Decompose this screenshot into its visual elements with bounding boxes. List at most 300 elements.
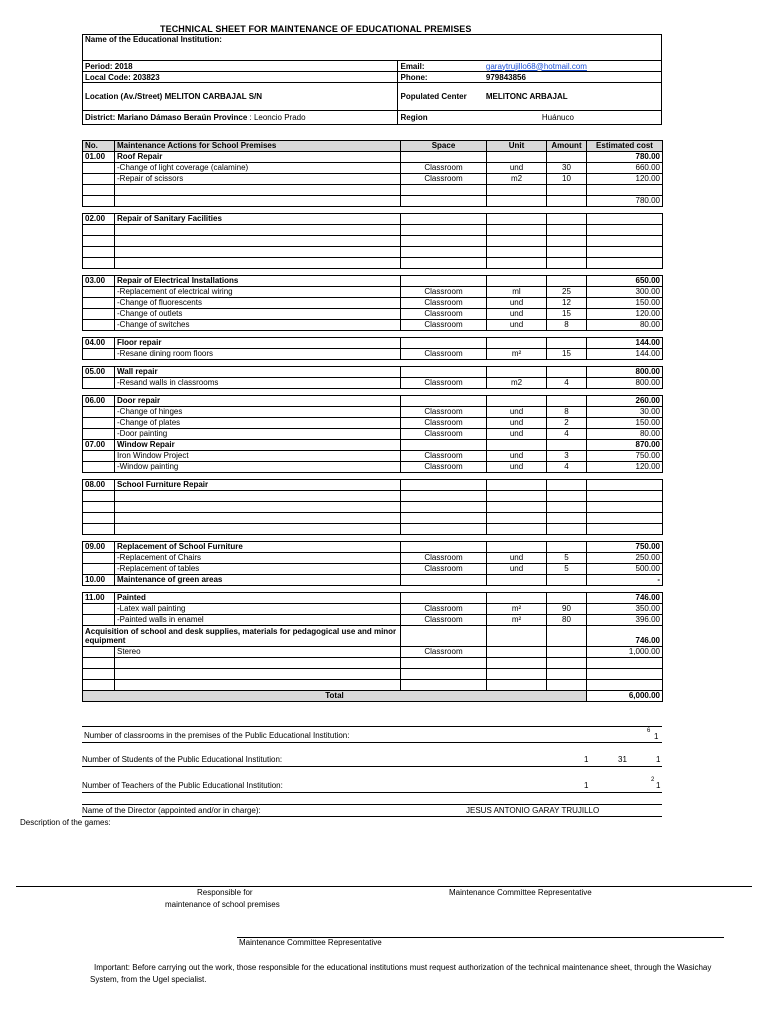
row-unit [487, 247, 547, 258]
row-unit: und [487, 429, 547, 440]
row-amount [547, 367, 587, 378]
row-number [83, 185, 115, 196]
col-amount: Amount [547, 141, 587, 152]
row-amount: 25 [547, 287, 587, 298]
row-action: -Change of outlets [115, 309, 401, 320]
row-unit [487, 680, 547, 691]
section-row [83, 440, 663, 451]
responsible-line-2: maintenance of school premises [165, 900, 280, 909]
table-row [83, 451, 663, 462]
table-row [83, 185, 663, 196]
row-unit: und [487, 320, 547, 331]
row-space: Classroom [401, 604, 487, 615]
section-row [83, 338, 663, 349]
row-amount [547, 524, 587, 535]
section-row [83, 575, 663, 586]
row-unit [487, 502, 547, 513]
row-amount [547, 214, 587, 225]
row-number [83, 491, 115, 502]
row-cost: 144.00 [587, 338, 663, 349]
row-action [115, 236, 401, 247]
row-action: Iron Window Project [115, 451, 401, 462]
row-amount [547, 502, 587, 513]
row-space [401, 225, 487, 236]
section-row [83, 542, 663, 553]
table-row [83, 462, 663, 473]
table-row [83, 604, 663, 615]
row-number [83, 236, 115, 247]
row-action: -Change of switches [115, 320, 401, 331]
district [83, 111, 398, 125]
section-row [83, 152, 663, 163]
classrooms-value: 1 [654, 732, 659, 741]
row-number [83, 349, 115, 360]
row-unit [487, 669, 547, 680]
row-amount: 2 [547, 418, 587, 429]
row-unit: und [487, 298, 547, 309]
row-amount: 10 [547, 174, 587, 185]
row-cost: 150.00 [587, 418, 663, 429]
row-space: Classroom [401, 451, 487, 462]
row-number: 03.00 [83, 276, 115, 287]
spacer-row [83, 269, 663, 276]
row-amount [547, 185, 587, 196]
row-cost: 300.00 [587, 287, 663, 298]
row-unit: und [487, 407, 547, 418]
row-unit [487, 276, 547, 287]
row-amount: 30 [547, 163, 587, 174]
row-space [401, 196, 487, 207]
row-space: Classroom [401, 615, 487, 626]
row-number [83, 174, 115, 185]
row-number [83, 564, 115, 575]
row-action [115, 669, 401, 680]
row-number [83, 647, 115, 658]
row-number: 07.00 [83, 440, 115, 451]
table-row [83, 287, 663, 298]
row-cost [587, 480, 663, 491]
row-space: Classroom [401, 349, 487, 360]
phone-label: Phone: [398, 72, 484, 83]
row-cost [587, 236, 663, 247]
table-row [83, 564, 663, 575]
row-amount: 4 [547, 429, 587, 440]
spacer-row [83, 535, 663, 542]
row-action: Window Repair [115, 440, 401, 451]
row-cost: 80.00 [587, 320, 663, 331]
row-amount [547, 480, 587, 491]
row-action: -Resand walls in classrooms [115, 378, 401, 389]
row-number: 10.00 [83, 575, 115, 586]
row-cost [587, 185, 663, 196]
row-action [115, 524, 401, 535]
row-cost: 750.00 [587, 542, 663, 553]
row-cost: 746.00 [587, 626, 663, 647]
row-unit [487, 338, 547, 349]
row-number [83, 658, 115, 669]
spacer-row [83, 586, 663, 593]
row-amount [547, 491, 587, 502]
row-amount: 80 [547, 615, 587, 626]
row-amount [547, 669, 587, 680]
section-row [83, 214, 663, 225]
row-amount [547, 513, 587, 524]
row-number [83, 669, 115, 680]
row-action: -Change of hinges [115, 407, 401, 418]
table-row [83, 429, 663, 440]
row-unit [487, 524, 547, 535]
email-link[interactable]: garaytrujillo68@hotmail.com [485, 61, 587, 71]
row-unit [487, 225, 547, 236]
row-cost: 800.00 [587, 378, 663, 389]
row-space: Classroom [401, 174, 487, 185]
row-unit: und [487, 462, 547, 473]
row-number: 09.00 [83, 542, 115, 553]
row-action: -Change of fluorescents [115, 298, 401, 309]
row-space [401, 185, 487, 196]
row-space: Classroom [401, 564, 487, 575]
row-amount: 12 [547, 298, 587, 309]
maintenance-actions-table [82, 140, 663, 702]
section-row [83, 276, 663, 287]
games-description-label: Description of the games: [20, 818, 111, 827]
row-space: Classroom [401, 320, 487, 331]
row-cost [587, 258, 663, 269]
row-space [401, 491, 487, 502]
row-number [83, 320, 115, 331]
row-amount [547, 542, 587, 553]
row-cost: 144.00 [587, 349, 663, 360]
spacer-row [83, 360, 663, 367]
row-cost: 120.00 [587, 174, 663, 185]
row-unit: und [487, 418, 547, 429]
row-unit: m2 [487, 174, 547, 185]
spacer-row [83, 331, 663, 338]
row-unit: ml [487, 287, 547, 298]
students-value-2: 31 [618, 755, 627, 764]
row-cost [587, 524, 663, 535]
row-action: -Change of light coverage (calamine) [115, 163, 401, 174]
row-cost [587, 658, 663, 669]
classrooms-superscript: 6 [647, 728, 651, 734]
table-row [83, 502, 663, 513]
row-action: Roof Repair [115, 152, 401, 163]
row-action [115, 196, 401, 207]
row-unit [487, 626, 547, 647]
row-action [115, 513, 401, 524]
row-number [83, 513, 115, 524]
row-number: 06.00 [83, 396, 115, 407]
row-action: Repair of Sanitary Facilities [115, 214, 401, 225]
row-cost: 1,000.00 [587, 647, 663, 658]
row-space: Classroom [401, 647, 487, 658]
row-cost: 500.00 [587, 564, 663, 575]
table-row [83, 225, 663, 236]
table-row [83, 513, 663, 524]
col-cost: Estimated cost [587, 141, 663, 152]
row-space [401, 524, 487, 535]
row-cost [587, 513, 663, 524]
row-action: Replacement of School Furniture [115, 542, 401, 553]
row-number [83, 163, 115, 174]
row-cost: 800.00 [587, 367, 663, 378]
col-space: Space [401, 141, 487, 152]
row-action: -Replacement of electrical wiring [115, 287, 401, 298]
row-number [83, 407, 115, 418]
section-row [83, 396, 663, 407]
row-action [115, 680, 401, 691]
row-space: Classroom [401, 429, 487, 440]
spacer-row [83, 389, 663, 396]
row-amount: 4 [547, 378, 587, 389]
row-space [401, 258, 487, 269]
row-cost: 30.00 [587, 407, 663, 418]
row-cost [587, 225, 663, 236]
table-row [83, 491, 663, 502]
classrooms-label: Number of classrooms in the premises of the Public Educational Institution: [84, 731, 350, 740]
row-space: Classroom [401, 309, 487, 320]
row-unit: und [487, 553, 547, 564]
row-space: Classroom [401, 287, 487, 298]
row-cost: 120.00 [587, 462, 663, 473]
row-unit [487, 491, 547, 502]
spacer-row [83, 473, 663, 480]
row-amount [547, 338, 587, 349]
table-row [83, 680, 663, 691]
row-number: 01.00 [83, 152, 115, 163]
location: Location (Av./Street) MELITON CARBAJAL S/N [83, 83, 398, 111]
row-unit [487, 647, 547, 658]
row-unit [487, 396, 547, 407]
row-unit [487, 658, 547, 669]
row-cost: 870.00 [587, 440, 663, 451]
row-number [83, 462, 115, 473]
row-action [115, 658, 401, 669]
row-space [401, 338, 487, 349]
row-cost: 350.00 [587, 604, 663, 615]
row-amount [547, 225, 587, 236]
row-number [83, 680, 115, 691]
row-cost: 650.00 [587, 276, 663, 287]
table-row [83, 378, 663, 389]
row-cost: 250.00 [587, 553, 663, 564]
local-code: Local Code: 203823 [83, 72, 398, 83]
row-space [401, 513, 487, 524]
row-space: Classroom [401, 553, 487, 564]
row-space [401, 626, 487, 647]
row-number [83, 418, 115, 429]
row-space: Classroom [401, 298, 487, 309]
col-no: No. [83, 141, 115, 152]
row-space: Classroom [401, 418, 487, 429]
spacer-row [83, 207, 663, 214]
row-amount: 8 [547, 320, 587, 331]
row-action [115, 258, 401, 269]
row-amount [547, 575, 587, 586]
row-cost: 780.00 [587, 152, 663, 163]
row-unit: m² [487, 349, 547, 360]
row-amount [547, 396, 587, 407]
row-space [401, 593, 487, 604]
row-unit [487, 258, 547, 269]
table-row [83, 553, 663, 564]
table-row [83, 647, 663, 658]
col-action: Maintenance Actions for School Premises [115, 141, 401, 152]
row-action: -Replacement of tables [115, 564, 401, 575]
row-unit [487, 236, 547, 247]
table-row [83, 174, 663, 185]
row-number [83, 309, 115, 320]
row-cost: - [587, 575, 663, 586]
row-space: Classroom [401, 378, 487, 389]
row-space [401, 575, 487, 586]
row-number [83, 451, 115, 462]
total-cost: 6,000.00 [587, 691, 663, 702]
row-unit: m² [487, 604, 547, 615]
sheet-title: TECHNICAL SHEET FOR MAINTENANCE OF EDUCATIONAL PREMISES [160, 24, 472, 34]
row-amount: 90 [547, 604, 587, 615]
table-row [83, 349, 663, 360]
period: Period: 2018 [83, 61, 398, 72]
region-value: Huánuco [484, 111, 662, 125]
row-cost: 120.00 [587, 309, 663, 320]
row-action: -Window painting [115, 462, 401, 473]
row-unit [487, 480, 547, 491]
total-label: Total [83, 691, 587, 702]
row-space [401, 236, 487, 247]
section-row [83, 593, 663, 604]
district-label: District: Mariano Dámaso Beraún Province [85, 113, 248, 122]
row-unit [487, 185, 547, 196]
phone-value: 979843856 [484, 72, 662, 83]
important-note: Important: Before carrying out the work, those responsible for the educational institutions must request authorization of the technical maintenance sheet, through the Wasichay System, from the Ugel specialist. [90, 963, 712, 984]
row-amount: 4 [547, 462, 587, 473]
populated-center-label: Populated Center [398, 83, 484, 111]
row-unit: und [487, 564, 547, 575]
row-amount [547, 647, 587, 658]
row-amount: 5 [547, 553, 587, 564]
row-number [83, 258, 115, 269]
row-cost: 660.00 [587, 163, 663, 174]
row-space [401, 502, 487, 513]
row-unit: m² [487, 615, 547, 626]
row-space [401, 276, 487, 287]
table-row [83, 615, 663, 626]
row-cost [587, 502, 663, 513]
row-amount [547, 152, 587, 163]
row-number [83, 553, 115, 564]
row-number [83, 298, 115, 309]
row-amount [547, 258, 587, 269]
row-unit [487, 513, 547, 524]
acquisition-row [83, 626, 663, 647]
table-row [83, 196, 663, 207]
row-action: -Painted walls in enamel [115, 615, 401, 626]
row-amount: 15 [547, 309, 587, 320]
table-row [83, 407, 663, 418]
row-action: Repair of Electrical Installations [115, 276, 401, 287]
row-number [83, 378, 115, 389]
row-space: Classroom [401, 407, 487, 418]
row-space [401, 247, 487, 258]
row-cost [587, 214, 663, 225]
row-unit [487, 440, 547, 451]
row-space [401, 542, 487, 553]
row-action [115, 185, 401, 196]
institution-name-label: Name of the Educational Institution: [83, 35, 662, 61]
table-row [83, 247, 663, 258]
students-label: Number of Students of the Public Educational Institution: [82, 755, 283, 764]
row-action: -Resane dining room floors [115, 349, 401, 360]
row-cost [587, 669, 663, 680]
responsible-line-1: Responsible for [197, 888, 253, 897]
row-number [83, 615, 115, 626]
row-amount [547, 593, 587, 604]
row-amount [547, 658, 587, 669]
section-row [83, 367, 663, 378]
row-unit [487, 367, 547, 378]
row-number [83, 247, 115, 258]
teachers-value-1: 1 [584, 781, 589, 790]
row-action: -Replacement of Chairs [115, 553, 401, 564]
row-unit [487, 542, 547, 553]
table-row [83, 309, 663, 320]
row-action: School Furniture Repair [115, 480, 401, 491]
row-space [401, 658, 487, 669]
teachers-label: Number of Teachers of the Public Educational Institution: [82, 781, 283, 790]
row-cost: 396.00 [587, 615, 663, 626]
row-amount: 8 [547, 407, 587, 418]
row-space [401, 669, 487, 680]
section-row [83, 480, 663, 491]
table-row [83, 524, 663, 535]
table-row [83, 163, 663, 174]
row-cost [587, 247, 663, 258]
row-cost [587, 491, 663, 502]
row-space [401, 152, 487, 163]
row-number [83, 225, 115, 236]
row-number [83, 429, 115, 440]
row-action: -Door painting [115, 429, 401, 440]
row-space [401, 367, 487, 378]
region-label: Region [398, 111, 484, 125]
row-unit: m2 [487, 378, 547, 389]
row-space: Classroom [401, 462, 487, 473]
row-number: 02.00 [83, 214, 115, 225]
row-number [83, 604, 115, 615]
director-name: JESUS ANTONIO GARAY TRUJILLO [466, 806, 600, 815]
row-action: Acquisition of school and desk supplies, materials for pedagogical use and minor equipment [83, 626, 401, 647]
row-space [401, 440, 487, 451]
row-number [83, 196, 115, 207]
row-cost: 150.00 [587, 298, 663, 309]
table-row [83, 258, 663, 269]
row-amount: 5 [547, 564, 587, 575]
row-action: Wall repair [115, 367, 401, 378]
row-cost: 260.00 [587, 396, 663, 407]
row-unit [487, 214, 547, 225]
total-row [83, 691, 663, 702]
row-action: -Latex wall painting [115, 604, 401, 615]
row-amount [547, 626, 587, 647]
director-label: Name of the Director (appointed and/or in charge): [82, 806, 261, 815]
students-value-3: 1 [656, 755, 661, 764]
row-number: 11.00 [83, 593, 115, 604]
row-space [401, 396, 487, 407]
row-action [115, 247, 401, 258]
table-row [83, 236, 663, 247]
row-unit [487, 593, 547, 604]
